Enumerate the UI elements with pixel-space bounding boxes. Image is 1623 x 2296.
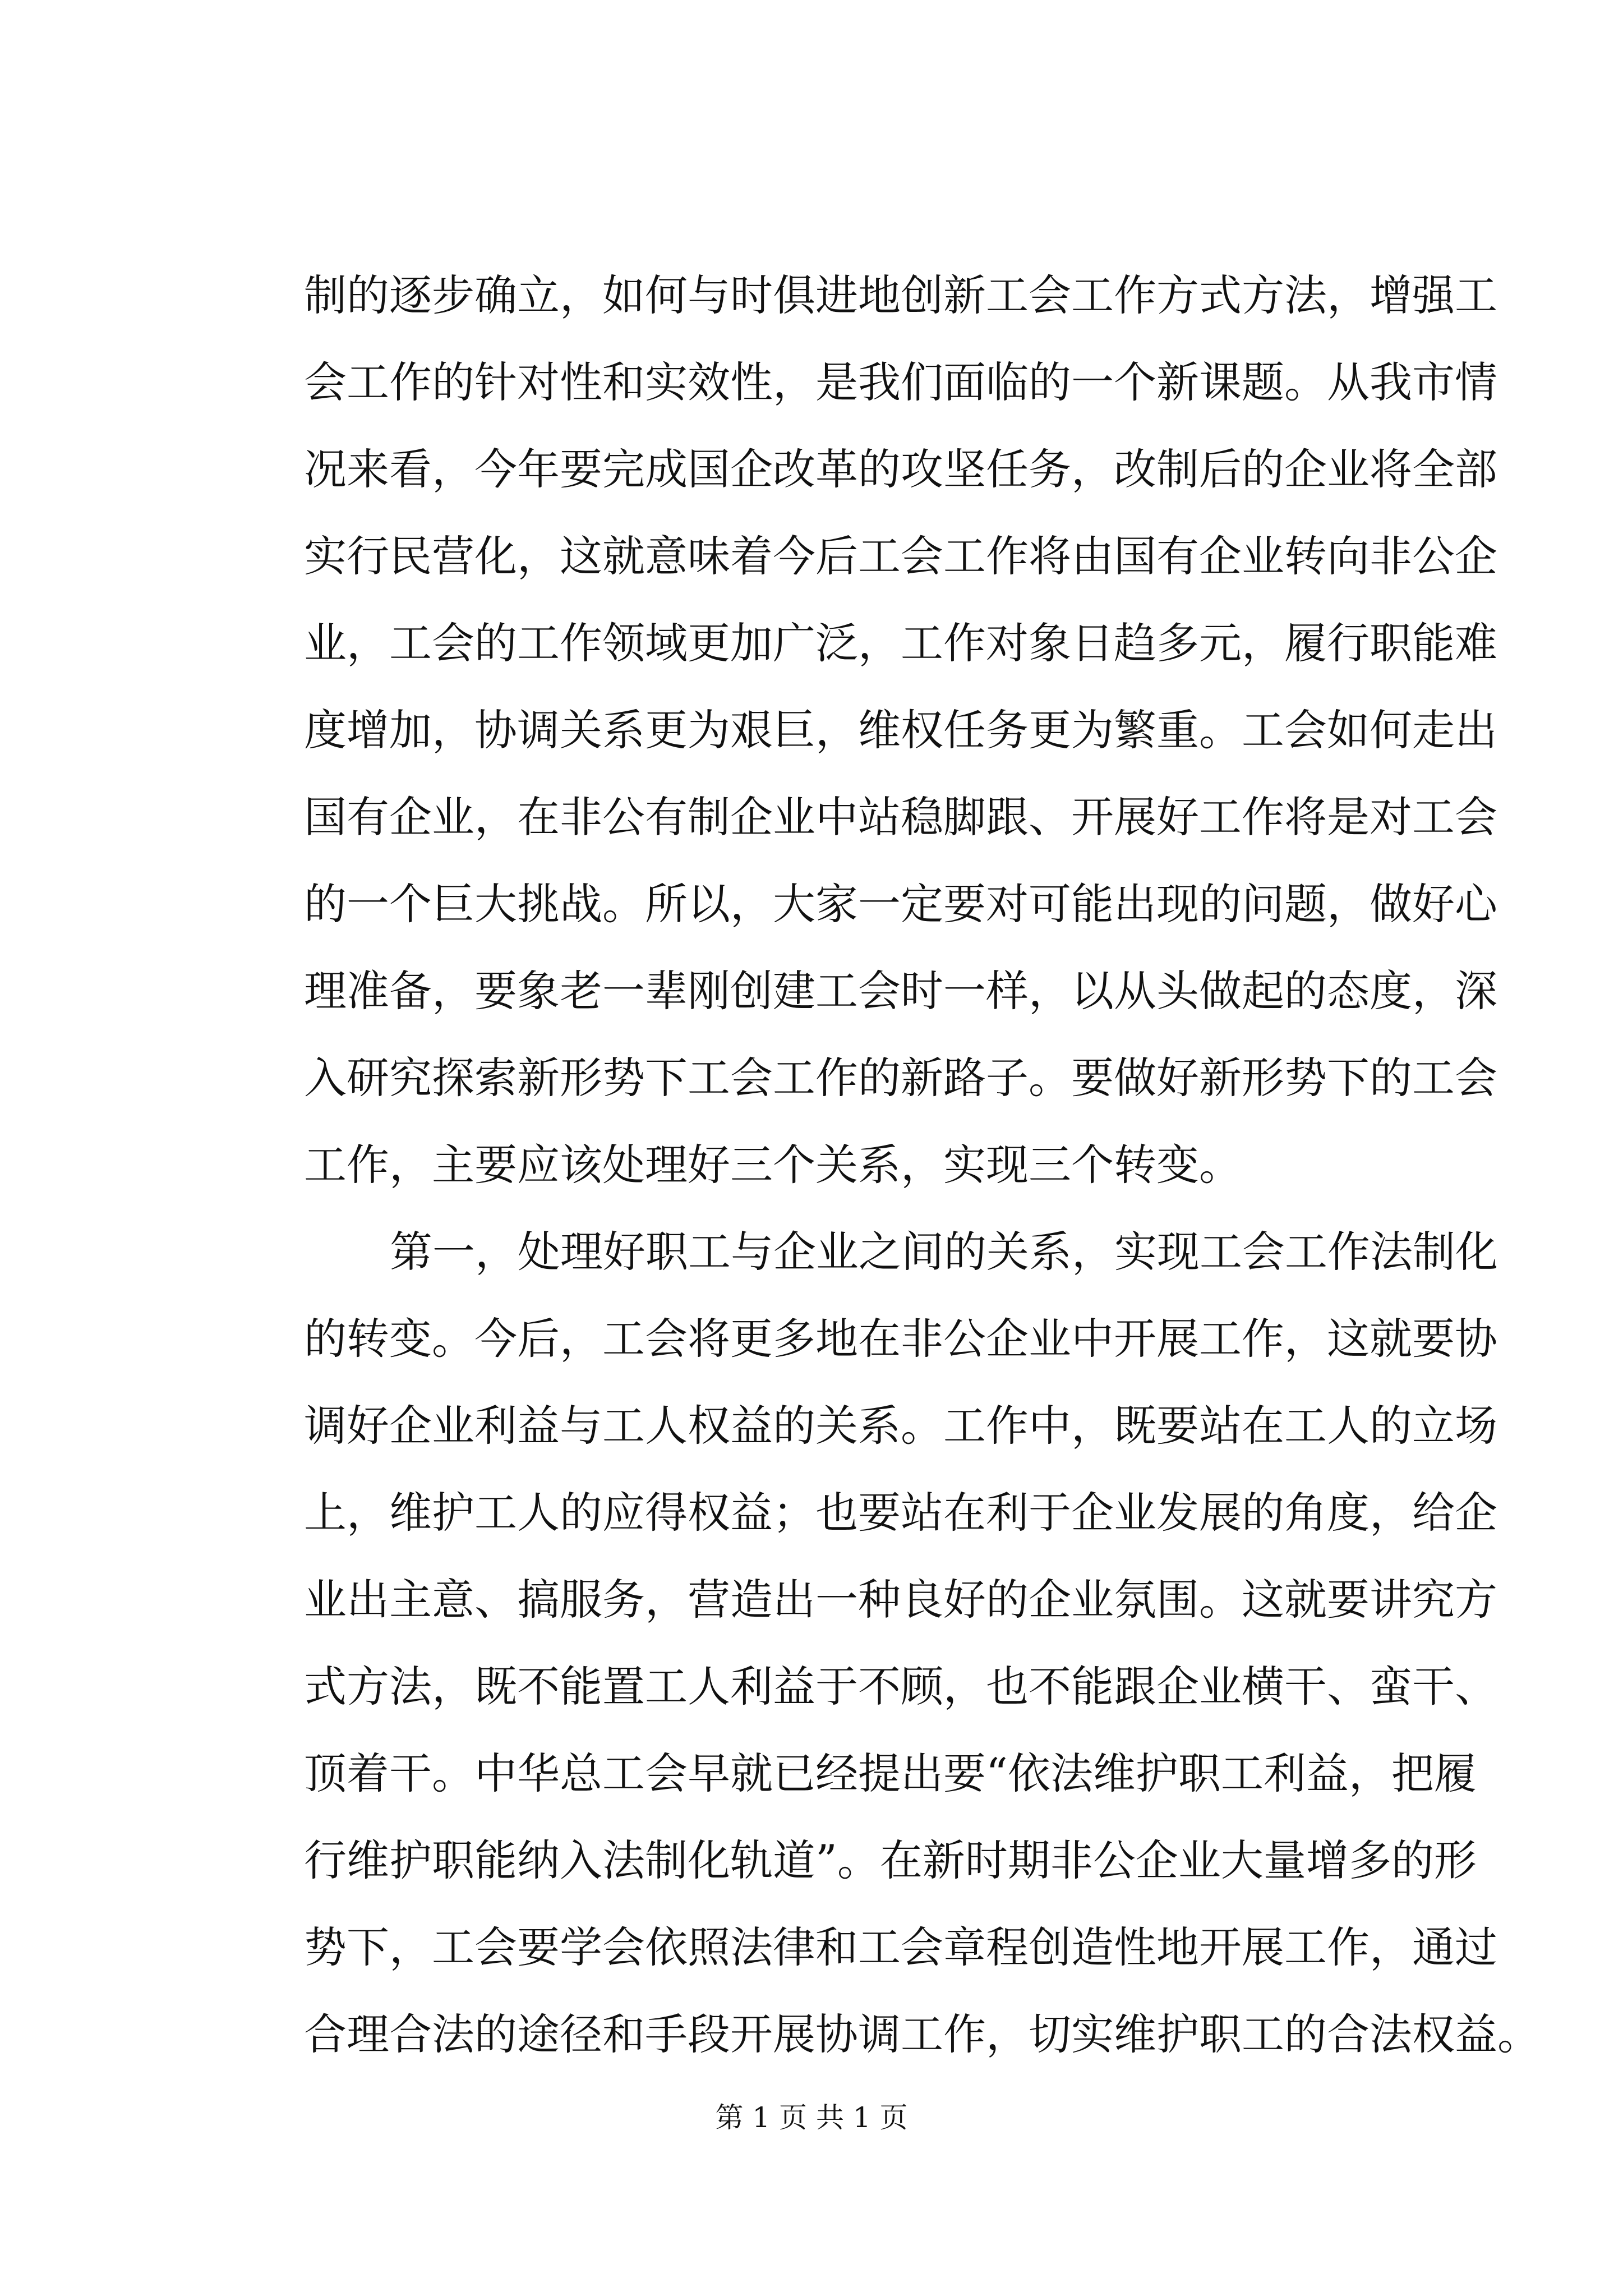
text-line: 上，维护工人的应得权益；也要站在利于企业发展的角度，给企 [304, 1488, 1497, 1538]
text-line: 业，工会的工作领域更加广泛，工作对象日趋多元，履行职能难 [304, 618, 1497, 668]
text-line: 顶着干。中华总工会早就已经提出要“依法维护职工利益，把履 [304, 1749, 1477, 1798]
text-line: 势下，工会要学会依照法律和工会章程创造性地开展工作，通过 [304, 1922, 1497, 1972]
text-line: 合理合法的途径和手段开展协调工作，切实维护职工的合法权益。 [304, 2009, 1540, 2059]
text-line: 调好企业利益与工人权益的关系。工作中，既要站在工人的立场 [304, 1401, 1497, 1451]
text-line: 入研究探索新形势下工会工作的新路子。要做好新形势下的工会 [304, 1053, 1497, 1103]
text-line: 制的逐步确立，如何与时俱进地创新工会工作方式方法，增强工 [304, 270, 1497, 320]
text-line: 工作，主要应该处理好三个关系，实现三个转变。 [304, 1140, 1242, 1190]
text-line: 度增加，协调关系更为艰巨，维权任务更为繁重。工会如何走出 [304, 705, 1497, 755]
text-line: 理准备，要象老一辈刚创建工会时一样，以从头做起的态度，深 [304, 966, 1497, 1016]
paragraph-first-line: 第一，处理好职工与企业之间的关系，实现工会工作法制化 [390, 1227, 1498, 1277]
text-line: 式方法，既不能置工人利益于不顾，也不能跟企业横干、蛮干、 [304, 1662, 1497, 1711]
page-number-footer: 第 1 页 共 1 页 [715, 2101, 908, 2134]
text-line: 会工作的针对性和实效性，是我们面临的一个新课题。从我市情 [304, 357, 1497, 407]
text-line: 国有企业，在非公有制企业中站稳脚跟、开展好工作将是对工会 [304, 792, 1497, 842]
text-line: 况来看，今年要完成国企改革的攻坚任务，改制后的企业将全部 [304, 444, 1497, 494]
text-line: 实行民营化，这就意味着今后工会工作将由国有企业转向非公企 [304, 531, 1497, 581]
text-line: 的一个巨大挑战。所以，大家一定要对可能出现的问题，做好心 [304, 879, 1497, 929]
text-line: 的转变。今后，工会将更多地在非公企业中开展工作，这就要协 [304, 1314, 1497, 1364]
text-line: 业出主意、搞服务，营造出一种良好的企业氛围。这就要讲究方 [304, 1575, 1497, 1625]
text-line: 行维护职能纳入法制化轨道”。在新时期非公企业大量增多的形 [304, 1835, 1477, 1885]
